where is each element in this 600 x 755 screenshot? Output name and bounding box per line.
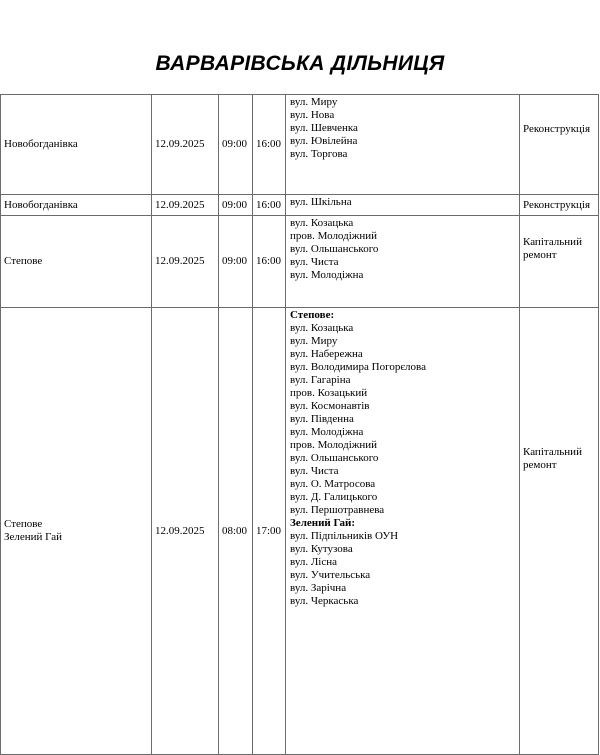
end-time-cell: 16:00 [253, 216, 286, 308]
address-line: пров. Молодіжний [290, 230, 378, 242]
address-line: вул. Учительська [290, 569, 371, 581]
address-line: вул. Чиста [290, 256, 339, 268]
end-time-cell: 16:00 [253, 95, 286, 195]
address-line: пров. Молодіжний [290, 439, 378, 451]
settlement-cell [1, 195, 152, 216]
date-cell: 12.09.2025 [152, 95, 219, 195]
address-group-heading: Степове: [290, 309, 335, 321]
end-time-cell: 17:00 [253, 308, 286, 755]
address-line: вул. Молодіжна [290, 269, 364, 281]
start-time-cell: 08:00 [219, 308, 253, 755]
address-line: вул. Ольшанського [290, 243, 379, 255]
page-title: ВАРВАРІВСЬКА ДІЛЬНИЦЯ [155, 52, 445, 75]
table-row [1, 308, 599, 755]
table-body [1, 95, 599, 755]
work-type-cell [520, 95, 599, 195]
address-line: вул. Гагаріна [290, 374, 351, 386]
addresses-cell [286, 95, 520, 195]
table-row [1, 195, 599, 216]
address-line: вул. Зарічна [290, 582, 347, 594]
address-line: вул. Чиста [290, 465, 339, 477]
work-type-line: ремонт [523, 459, 557, 471]
address-line: вул. Козацька [290, 217, 354, 229]
start-time-cell: 09:00 [219, 195, 253, 216]
address-line: вул. Шевченка [290, 122, 358, 134]
address-line: вул. Кутузова [290, 543, 353, 555]
work-type-line: Реконструкція [523, 198, 591, 211]
address-line: вул. Лісна [290, 556, 337, 568]
work-type-line: ремонт [523, 249, 557, 261]
start-time-cell: 09:00 [219, 95, 253, 195]
address-line: вул. Підпільників ОУН [290, 530, 399, 542]
address-line: вул. Космонавтів [290, 400, 370, 412]
addresses-cell [286, 216, 520, 308]
addresses-cell [286, 308, 520, 755]
settlement-name: Новобогданівка [4, 138, 78, 150]
settlement-cell [1, 216, 152, 308]
address-line: вул. Шкільна [290, 196, 352, 208]
address-line: вул. О. Матросова [290, 478, 376, 490]
table-row [1, 95, 599, 195]
address-line: вул. Торгова [290, 148, 348, 160]
work-type-cell [520, 216, 599, 308]
settlement-name: Зелений Гай [4, 531, 63, 543]
work-type-line: Капітальний [523, 446, 582, 458]
date-cell: 12.09.2025 [152, 195, 219, 216]
settlement-cell [1, 308, 152, 755]
address-line: вул. Набережна [290, 348, 363, 360]
addresses-cell [286, 195, 520, 216]
settlement-name: Новобогданівка [4, 198, 78, 211]
address-line: вул. Черкаська [290, 595, 359, 607]
settlement-name: Степове [4, 518, 43, 530]
address-line: вул. Миру [290, 96, 338, 108]
date-cell: 12.09.2025 [152, 216, 219, 308]
settlement-name: Степове [4, 255, 43, 267]
work-type-line: Капітальний [523, 236, 582, 248]
outage-schedule-table [0, 94, 599, 755]
address-line: вул. Першотравнева [290, 504, 385, 516]
address-line: пров. Козацький [290, 387, 368, 399]
address-line: вул. Козацька [290, 322, 354, 334]
address-line: вул. Нова [290, 109, 335, 121]
work-type-cell [520, 308, 599, 755]
address-line: вул. Молодіжна [290, 426, 364, 438]
date-cell: 12.09.2025 [152, 308, 219, 755]
start-time-cell: 09:00 [219, 216, 253, 308]
address-group-heading: Зелений Гай: [290, 517, 356, 529]
address-line: вул. Ольшанського [290, 452, 379, 464]
end-time-cell: 16:00 [253, 195, 286, 216]
address-line: вул. Володимира Погорєлова [290, 361, 426, 373]
address-line: вул. Ювілейна [290, 135, 358, 147]
address-line: вул. Південна [290, 413, 354, 425]
work-type-line: Реконструкція [523, 123, 591, 135]
address-line: вул. Д. Галицького [290, 491, 378, 503]
work-type-cell [520, 195, 599, 216]
address-line: вул. Миру [290, 335, 338, 347]
table-row [1, 216, 599, 308]
settlement-cell [1, 95, 152, 195]
